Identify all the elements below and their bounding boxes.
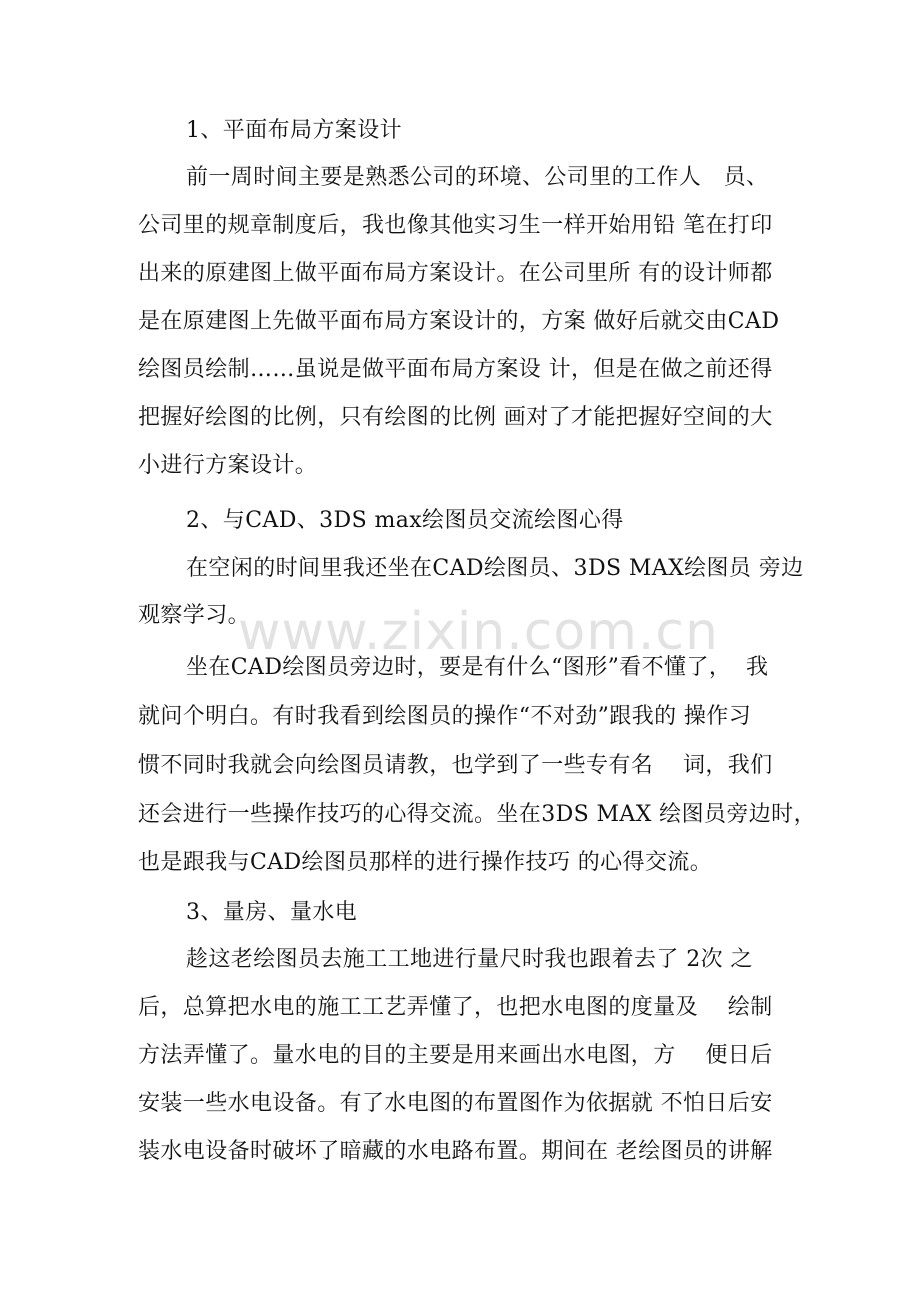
paragraph-line: 出来的原建图上做平面布局方案设计。在公司里所 有的设计师都	[138, 261, 773, 286]
heading-3: 3、量房、量水电	[186, 900, 358, 925]
heading-1: 1、平面布局方案设计	[186, 118, 402, 143]
paragraph-line: 坐在CAD绘图员旁边时，要是有什么“图形”看不懂了， 我	[186, 655, 769, 680]
paragraph-line: 也是跟我与CAD绘图员那样的进行操作技巧 的心得交流。	[138, 850, 713, 875]
paragraph-line: 在空闲的时间里我还坐在CAD绘图员、3DS MAX绘图员 旁边	[186, 556, 804, 581]
paragraph-line: 就问个明白。有时我看到绘图员的操作“不对劲”跟我的 操作习	[138, 704, 752, 729]
paragraph-line: 是在原建图上先做平面布局方案设计的，方案 做好后就交由CAD	[138, 309, 780, 334]
paragraph-line: 后，总算把水电的施工工艺弄懂了，也把水电图的度量及 绘制	[138, 995, 773, 1020]
paragraph-line: 绘图员绘制……虽说是做平面布局方案设 计，但是在做之前还得	[138, 357, 773, 382]
paragraph-line: 前一周时间主要是熟悉公司的环境、公司里的工作人 员、	[186, 165, 769, 190]
paragraph-line: 安装一些水电设备。有了水电图的布置图作为依据就 不怕日后安	[138, 1091, 773, 1116]
paragraph-line: 还会进行一些操作技巧的心得交流。坐在3DS MAX 绘图员旁边时，	[138, 802, 816, 827]
paragraph-line: 惯不同时我就会向绘图员请教，也学到了一些专有名 词，我们	[138, 753, 773, 778]
paragraph-line: 把握好绘图的比例，只有绘图的比例 画对了才能把握好空间的大	[138, 405, 773, 430]
watermark: www.zixin.com.cn	[238, 602, 719, 662]
paragraph-line: 趁这老绘图员去施工工地进行量尺时我也跟着去了 2次 之	[186, 947, 753, 972]
paragraph-line: 小进行方案设计。	[138, 453, 318, 478]
paragraph-line: 装水电设备时破坏了暗藏的水电路布置。期间在 老绘图员的讲解	[138, 1139, 773, 1164]
heading-2: 2、与CAD、3DS max绘图员交流绘图心得	[186, 508, 624, 533]
paragraph-line: 方法弄懂了。量水电的目的主要是用来画出水电图，方 便日后	[138, 1043, 773, 1068]
paragraph-line: 观察学习。	[138, 603, 251, 628]
paragraph-line: 公司里的规章制度后，我也像其他实习生一样开始用铅 笔在打印	[138, 213, 773, 238]
